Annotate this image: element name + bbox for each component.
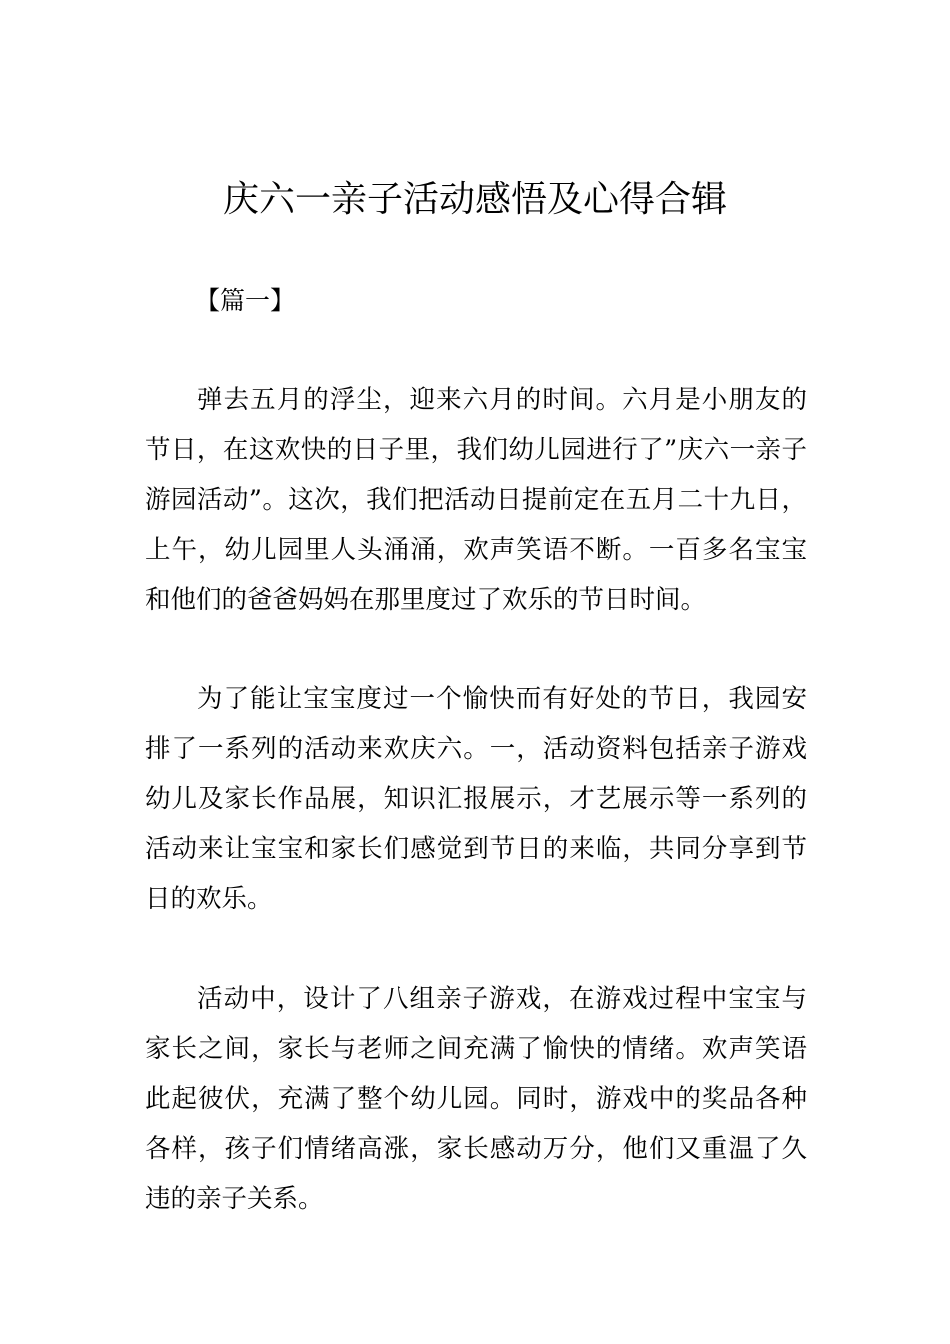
paragraph-2: 为了能让宝宝度过一个愉快而有好处的节日，我园安排了一系列的活动来欢庆六。一，活动资料包括亲子游戏幼儿及家长作品展，知识汇报展示，才艺展示等一系列的活动来让宝宝和家长们感觉到节日的来临，共同分享到节日的欢乐。	[145, 684, 807, 914]
section-label: 【篇一】	[195, 286, 296, 315]
paragraph-1: 弹去五月的浮尘，迎来六月的时间。六月是小朋友的节日，在这欢快的日子里，我们幼儿园进行了”庆六一亲子游园活动”。这次，我们把活动日提前定在五月二十九日，上午，幼儿园里人头涌涌，欢声笑语不断。一百多名宝宝和他们的爸爸妈妈在那里度过了欢乐的节日时间。	[145, 385, 807, 615]
paragraph-3: 活动中，设计了八组亲子游戏，在游戏过程中宝宝与家长之间，家长与老师之间充满了愉快的情绪。欢声笑语此起彼伏，充满了整个幼儿园。同时，游戏中的奖品各种各样，孩子们情绪高涨，家长感动万分，他们又重温了久违的亲子关系。	[145, 984, 807, 1214]
document-title: 庆六一亲子活动感悟及心得合辑	[222, 179, 727, 220]
